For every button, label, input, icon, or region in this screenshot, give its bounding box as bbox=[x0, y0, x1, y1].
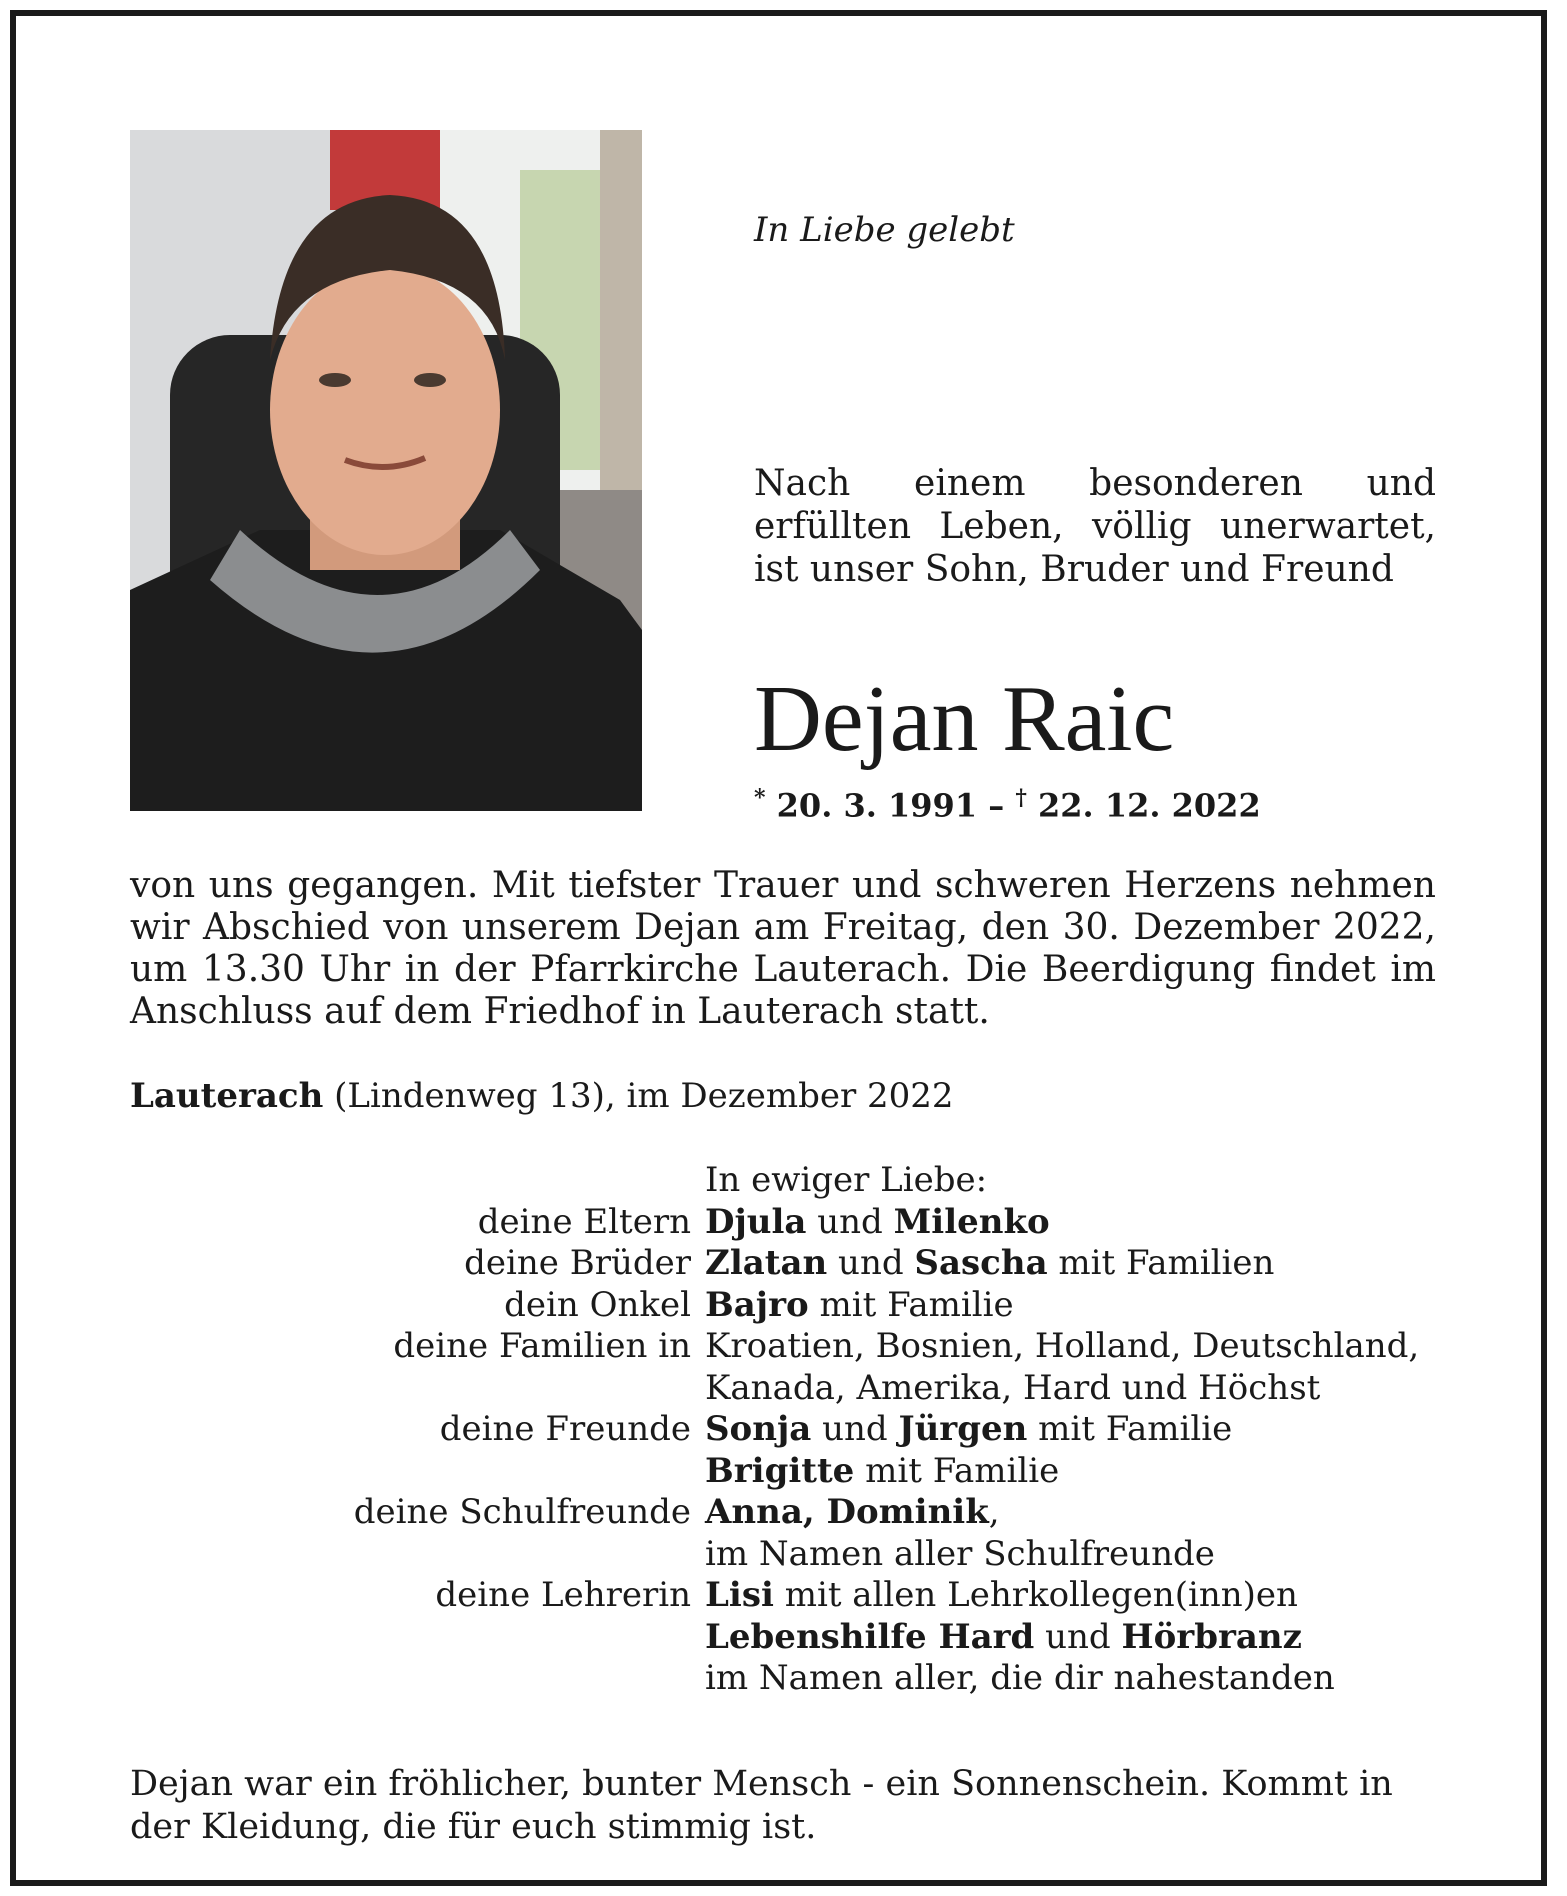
mourners-heading: In ewiger Liebe: bbox=[705, 1160, 988, 1200]
birth-symbol: * bbox=[754, 785, 766, 811]
mourner-name-bold: Sonja bbox=[705, 1409, 812, 1449]
mourner-text: mit Familie bbox=[1027, 1409, 1233, 1449]
mourner-names bbox=[705, 1492, 1436, 1534]
mourner-names bbox=[705, 1285, 1436, 1327]
deceased-name: Dejan Raic bbox=[754, 667, 1175, 771]
mourner-row bbox=[130, 1326, 1436, 1368]
mourner-name-bold: Lisi bbox=[705, 1575, 774, 1615]
mourner-relation bbox=[130, 1451, 705, 1493]
mourner-text: und bbox=[806, 1201, 894, 1242]
death-date: 22. 12. 2022 bbox=[1038, 786, 1261, 825]
mourners-list bbox=[130, 1160, 1436, 1700]
mourner-name-bold: Jürgen bbox=[898, 1409, 1028, 1449]
mourner-name-bold: Zlatan bbox=[705, 1243, 828, 1283]
mourner-relation: deine Eltern bbox=[477, 1201, 691, 1242]
mourner-row bbox=[130, 1658, 1436, 1700]
mourner-row bbox=[130, 1202, 1436, 1244]
mourner-names bbox=[705, 1617, 1436, 1659]
mourner-text: , bbox=[988, 1492, 1000, 1532]
mourner-text: im Namen aller Schulfreunde bbox=[705, 1533, 1215, 1574]
mourner-names bbox=[705, 1243, 1436, 1285]
announcement-text: von uns gegangen. Mit tiefster Trauer und schweren Herzens nehmen wir Abschied von unserem Dejan am Freitag, den 30. Dezember 2022, um 13.30 Uhr in der Pfarrkirche Lauterach. Die Beerdigung findet im Anschluss auf dem Friedhof in Lauterach statt. bbox=[130, 865, 1436, 1032]
mourner-relation: deine Schulfreunde bbox=[353, 1492, 691, 1532]
mourner-row bbox=[130, 1534, 1436, 1576]
mourner-name-bold: Hörbranz bbox=[1121, 1616, 1302, 1657]
mourner-name-bold: Anna, Dominik bbox=[705, 1492, 989, 1532]
mourner-names bbox=[705, 1409, 1436, 1451]
mourner-row bbox=[130, 1285, 1436, 1327]
mourner-name-bold: Djula bbox=[705, 1201, 807, 1242]
mourner-row bbox=[130, 1492, 1436, 1534]
mourner-row bbox=[130, 1368, 1436, 1410]
mourner-row bbox=[130, 1243, 1436, 1285]
mourner-names bbox=[705, 1368, 1436, 1410]
mourner-row bbox=[130, 1617, 1436, 1659]
mourner-name-bold: Brigitte bbox=[705, 1450, 855, 1491]
mourner-name-bold: Lebenshilfe Hard bbox=[705, 1616, 1035, 1657]
mourner-text: und bbox=[827, 1243, 915, 1283]
life-dates bbox=[754, 785, 1261, 825]
mourner-relation: deine Familien in bbox=[393, 1326, 691, 1366]
mourner-names bbox=[705, 1575, 1436, 1617]
mourner-text: Kanada, Amerika, Hard und Höchst bbox=[705, 1367, 1321, 1408]
mourner-relation bbox=[130, 1617, 705, 1659]
mourner-text: und bbox=[1034, 1616, 1122, 1657]
death-symbol: † bbox=[1015, 785, 1027, 811]
mourner-row bbox=[130, 1575, 1436, 1617]
place-town: Lauterach bbox=[130, 1076, 324, 1116]
birth-date: 20. 3. 1991 bbox=[776, 786, 978, 825]
mourner-text: mit Familie bbox=[808, 1284, 1014, 1325]
date-separator: – bbox=[988, 786, 1005, 825]
mourner-relation: deine Freunde bbox=[439, 1409, 691, 1449]
place-address: (Lindenweg 13), im Dezember 2022 bbox=[323, 1076, 954, 1116]
mourner-name-bold: Sascha bbox=[914, 1243, 1048, 1283]
mourners-heading-row bbox=[130, 1160, 1436, 1202]
mourner-text: mit Familie bbox=[854, 1450, 1060, 1491]
mourner-names bbox=[705, 1202, 1436, 1244]
motto: In Liebe gelebt bbox=[754, 210, 1015, 250]
portrait-photo bbox=[130, 130, 642, 811]
mourner-text: im Namen aller, die dir nahestanden bbox=[705, 1658, 1335, 1698]
mourner-text: mit Familien bbox=[1047, 1243, 1275, 1283]
mourner-row bbox=[130, 1409, 1436, 1451]
place-line bbox=[130, 1076, 954, 1116]
mourner-relation bbox=[130, 1368, 705, 1410]
mourner-name-bold: Bajro bbox=[705, 1284, 809, 1325]
mourner-relation bbox=[130, 1534, 705, 1576]
mourner-row bbox=[130, 1451, 1436, 1493]
mourner-name-bold: Milenko bbox=[893, 1201, 1050, 1242]
mourner-relation bbox=[130, 1658, 705, 1700]
mourner-text: mit allen Lehrkollegen(inn)en bbox=[773, 1575, 1298, 1615]
mourner-relation: dein Onkel bbox=[504, 1284, 691, 1325]
mourner-relation: deine Lehrerin bbox=[435, 1575, 691, 1615]
mourner-names bbox=[705, 1534, 1436, 1576]
mourner-text: und bbox=[811, 1409, 899, 1449]
mourner-text: Kroatien, Bosnien, Holland, Deutschland, bbox=[705, 1326, 1420, 1366]
intro-text: Nach einem besonderen und erfüllten Leben, völlig unerwartet, ist unser Sohn, Bruder und Freund bbox=[754, 463, 1436, 590]
mourner-names bbox=[705, 1451, 1436, 1493]
mourner-relation: deine Brüder bbox=[464, 1243, 691, 1283]
mourner-names bbox=[705, 1326, 1436, 1368]
mourner-names bbox=[705, 1658, 1436, 1700]
closing-text: Dejan war ein fröhlicher, bunter Mensch - ein Sonnenschein. Kommt in der Kleidung, die für euch stimmig ist. bbox=[130, 1764, 1393, 1847]
